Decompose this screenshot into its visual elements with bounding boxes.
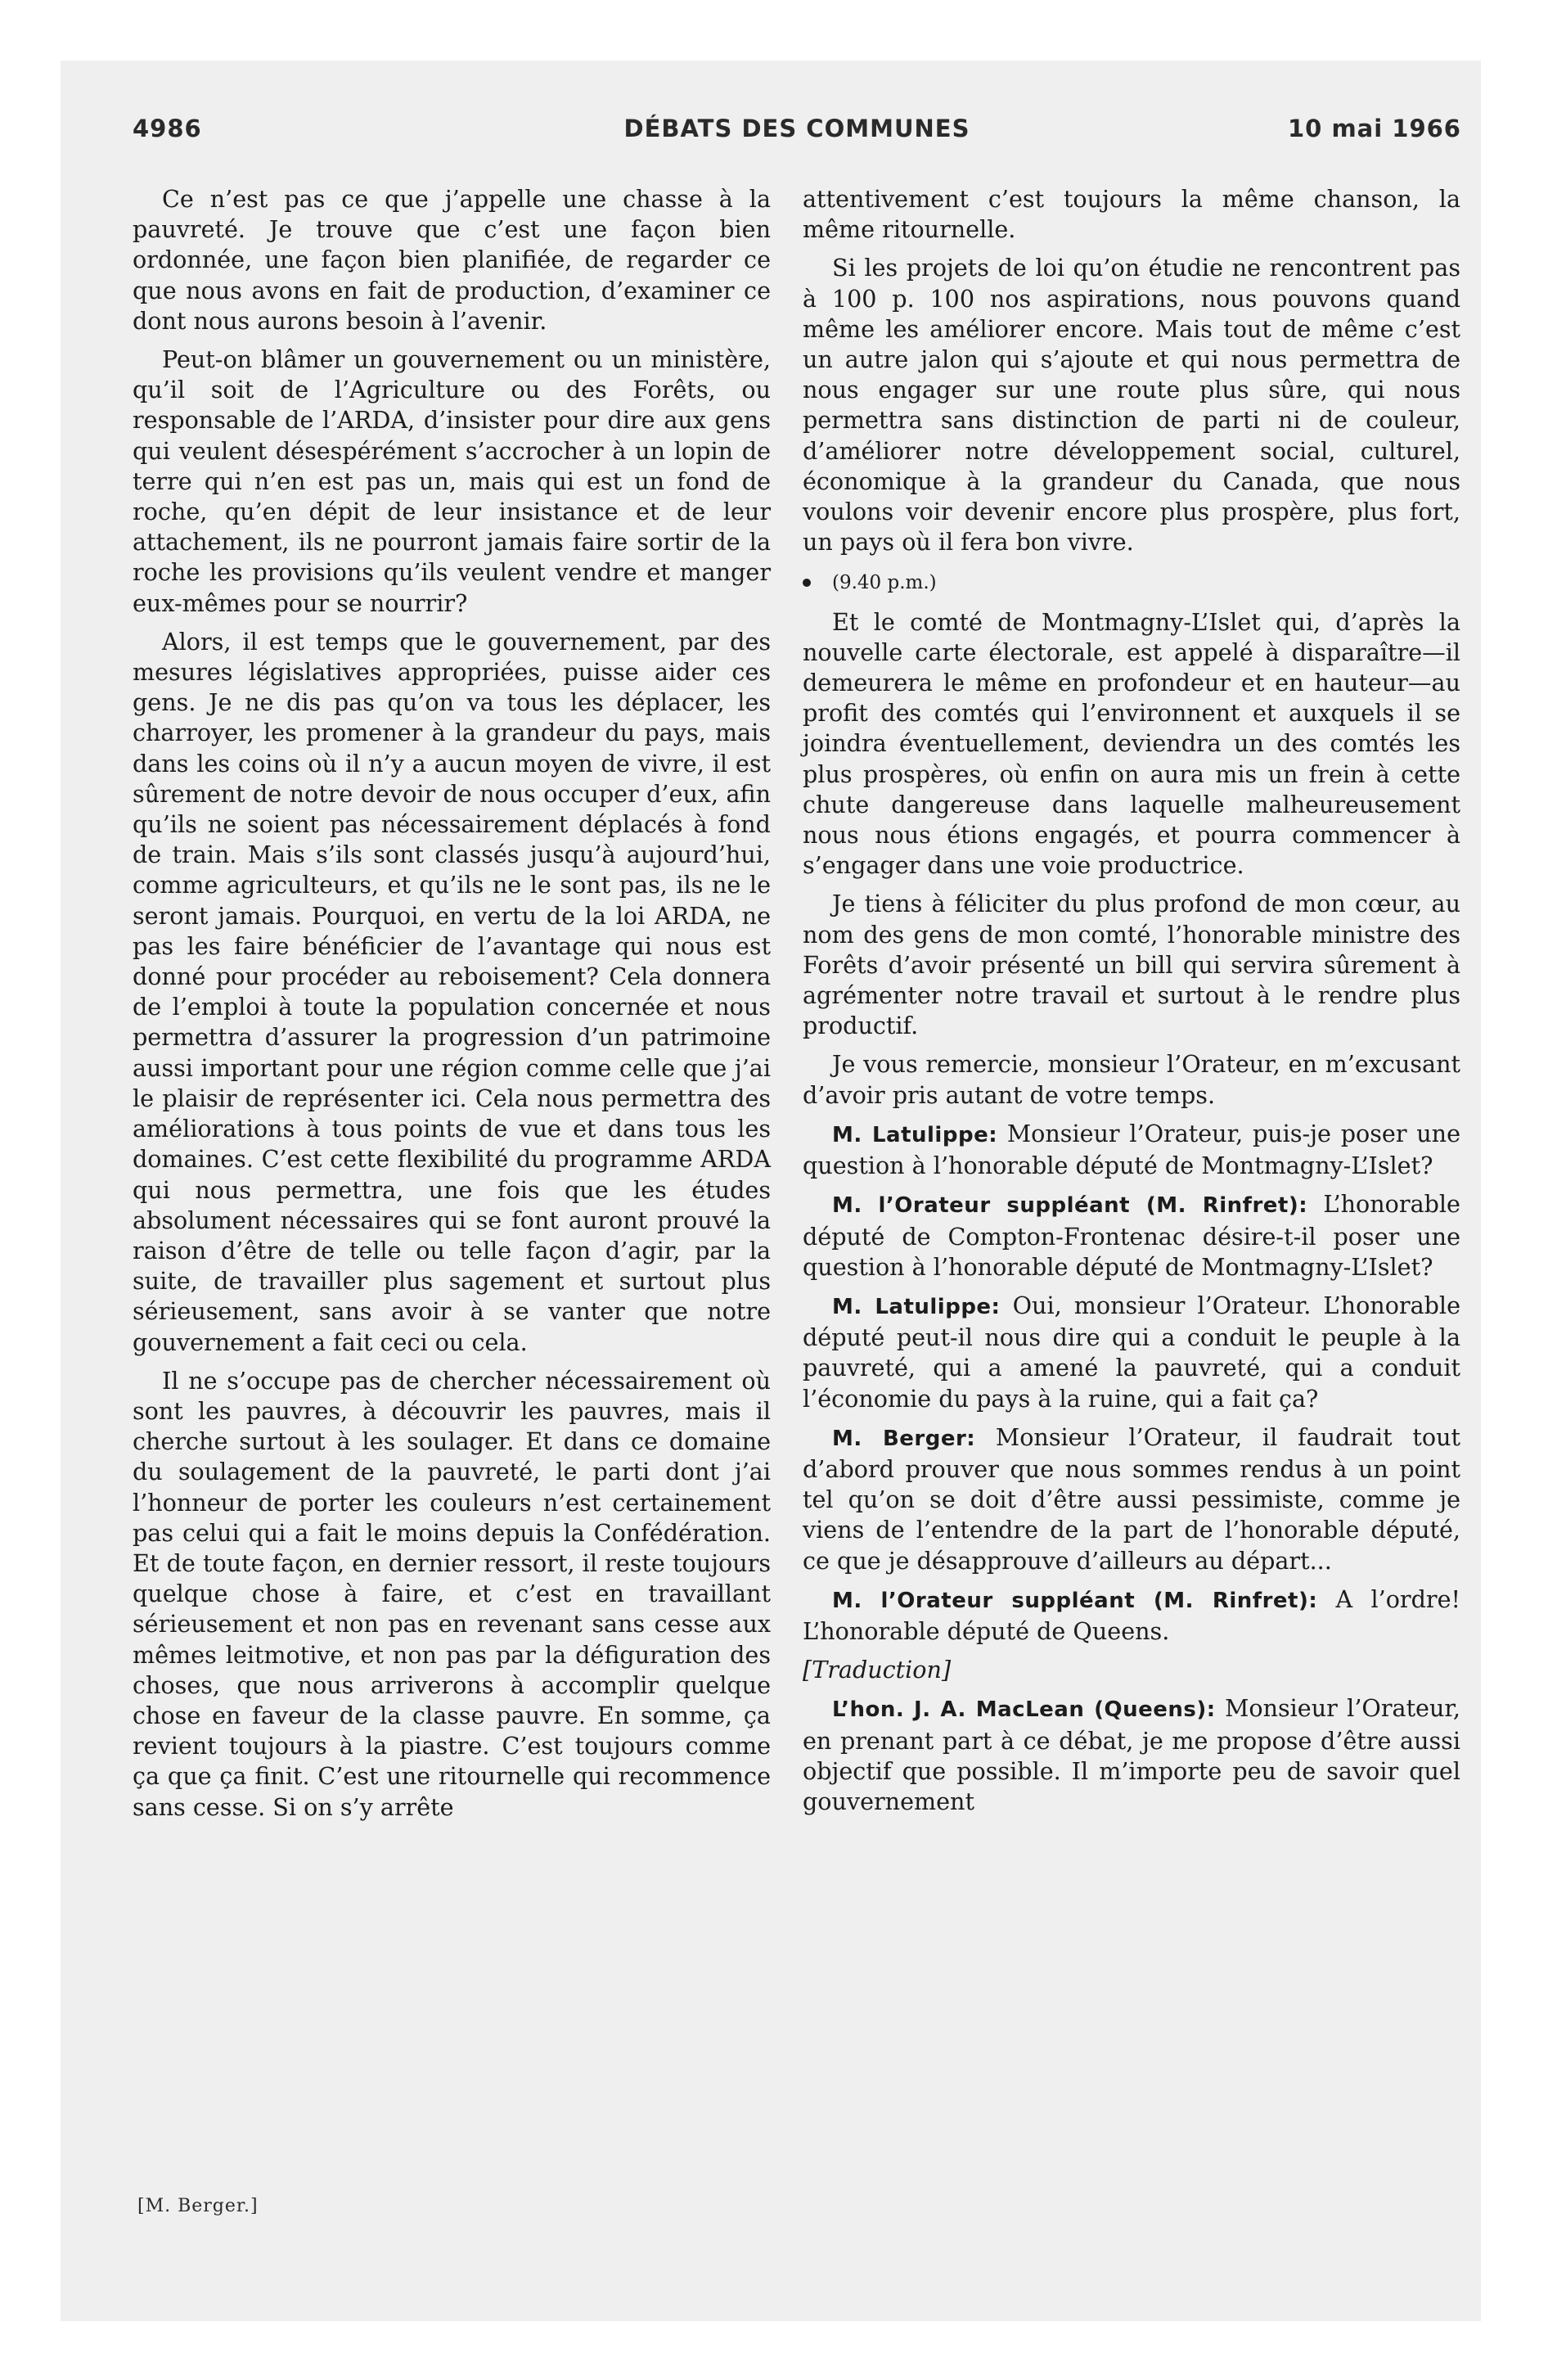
time-label: (9.40 p.m.) [832, 572, 937, 594]
paragraph: Il ne s’occupe pas de chercher nécessairement où sont les pauvres, à découvrir les pauvres, mais il cherche surtout à les soulager. Et dans ce domaine du soulagement de la pauvreté, le parti dont j’ai l’honneur de porter les couleurs n’est certainement pas celui qui a fait le moins depuis la Confédération. Et de toute façon, en dernier ressort, il reste toujours quelque chose à faire, et c’est en travaillant sérieusement et non pas en revenant sans cesse aux mêmes leitmotive, et non pas par la défiguration des choses, que nous arriverons à accomplir quelque chose en faveur de la classe pauvre. En somme, ça revient toujours à la piastre. C’est toujours comme ça que ça finit. C’est une ritournelle qui recommence sans cesse. Si on s’y arrête [133, 1366, 771, 1821]
speech [803, 1693, 1460, 1817]
paragraph: Et le comté de Montmagny-L’Islet qui, d’après la nouvelle carte électorale, est appelé à disparaître—il demeurera le même en profondeur et en hauteur—au profit des comtés qui l’environnent et auxquels il se joindra éventuellement, deviendra un des comtés les plus prospères, où enfin on aura mis un frein à cette chute dangereuse dans laquelle malheureusement nous nous étions engagés, et pourra commencer à s’engager dans une voie productrice. [803, 607, 1460, 880]
paragraph: Je tiens à féliciter du plus profond de mon cœur, au nom des gens de mon comté, l’honorable ministre des Forêts d’avoir présenté un bill qui servira sûrement à agrémenter notre travail et surtout à le rendre plus productif. [803, 890, 1460, 1040]
page-header [133, 115, 1461, 156]
page-number: 4986 [133, 115, 202, 142]
speech [803, 1584, 1460, 1647]
speaker-name: M. Latulippe: [832, 1294, 1001, 1319]
speech-text: Monsieur l’Orateur, il faudrait tout d’abord prouver que nous sommes rendus à un point tel qu’on se doit d’être aussi pessimiste, comme je viens de l’entendre de la part de l’honorable député, ce que je désapprouve d’ailleurs au départ... [803, 1422, 1460, 1575]
speech [803, 1422, 1460, 1576]
running-title: DÉBATS DES COMMUNES [623, 115, 970, 142]
paragraph: Je vous remercie, monsieur l’Orateur, en m’excusant d’avoir pris autant de votre temps. [803, 1050, 1460, 1109]
speech [803, 1291, 1460, 1414]
paragraph: Alors, il est temps que le gouvernement, par des mesures législatives appropriées, puisse aider ces gens. Je ne dis pas qu’on va tous les déplacer, les charroyer, les promener à la grandeur du pays, mais dans les coins où il n’y a aucun moyen de vivre, il est sûrement de notre devoir de nous occuper d’eux, afin qu’ils ne soient pas nécessairement déplacés à fond de train. Mais s’ils sont classés jusqu’à aujourd’hui, comme agriculteurs, et qu’ils ne le sont pas, ils ne le seront jamais. Pourquoi, en vertu de la loi ARDA, ne pas les faire bénéficier de l’avantage qui nous est donné pour procéder au reboisement? Cela donnera de l’emploi à toute la population concernée et nous permettra d’assurer la progression d’un patrimoine aussi important pour une région comme celle que j’ai le plaisir de représenter ici. Cela nous permettra des améliorations à tous points de vue et dans tous les domaines. C’est cette flexibilité du programme ARDA qui nous permettra, une fois que les études absolument nécessaires qui se font auront prouvé la raison d’être de telle ou telle façon d’agir, par la suite, de travailler plus sagement et surtout plus sérieusement, sans avoir à se vanter que notre gouvernement a fait ceci ou cela. [133, 627, 771, 1356]
paragraph: Ce n’est pas ce que j’appelle une chasse à la pauvreté. Je trouve que c’est une façon bien ordonnée, une façon bien planifiée, de regarder ce que nous avons en fait de production, d’examiner ce dont nous aurons besoin à l’avenir. [133, 185, 771, 335]
page-date: 10 mai 1966 [1288, 115, 1461, 142]
speaker-name: M. Berger: [832, 1426, 976, 1451]
speaker-name: L’hon. J. A. MacLean (Queens): [832, 1697, 1216, 1723]
speech [803, 1189, 1460, 1282]
speaker-name: M. l’Orateur suppléant (M. Rinfret): [832, 1588, 1318, 1613]
speech-text: Monsieur l’Orateur, en prenant part à ce débat, je me propose d’être aussi objectif que possible. Il m’importe peu de savoir quel gouvernement [803, 1694, 1461, 1815]
speech-text: Monsieur l’Orateur, puis-je poser une question à l’honorable député de Montmagny-L’Islet? [803, 1119, 1460, 1180]
paragraph: Peut-on blâmer un gouvernement ou un ministère, qu’il soit de l’Agriculture ou des Forêts, ou responsable de l’ARDA, d’insister pour dire aux gens qui veulent désespérément s’accrocher à un lopin de terre qui n’en est pas un, mais qui est un fond de roche, qu’en dépit de leur insistance et de leur attachement, ils ne pourront jamais faire sortir de la roche les provisions qu’ils veulent vendre et manger eux-mêmes pour se nourrir? [133, 345, 771, 617]
paragraph: Si les projets de loi qu’on étudie ne rencontrent pas à 100 p. 100 nos aspirations, nous pouvons quand même les améliorer encore. Mais tout de même c’est un autre jalon qui s’ajoute et qui nous permettra de nous engager sur une route plus sûre, qui nous permettra sans distinction de parti ni de couleur, d’améliorer notre développement social, culturel, économique à la grandeur du Canada, que nous voulons voir devenir encore plus prospère, plus fort, un pays où il fera bon vivre. [803, 254, 1460, 557]
speech-text: Oui, monsieur l’Orateur. L’honorable député peut-il nous dire qui a conduit le peuple à la pauvreté, qui a amené la pauvreté, qui a conduit l’économie du pays à la ruine, qui a fait ça? [803, 1291, 1461, 1413]
speaker-name: M. l’Orateur suppléant (M. Rinfret): [832, 1193, 1308, 1219]
translation-note: [Traduction] [803, 1656, 952, 1684]
speech-text: A l’ordre! L’honorable député de Queens. [803, 1584, 1460, 1645]
bullet-icon [803, 579, 811, 587]
left-column [133, 184, 771, 1831]
time-marker [803, 566, 1460, 598]
speaker-name: M. Latulippe: [832, 1122, 998, 1147]
right-column [803, 184, 1460, 1825]
speech-text: L’honorable député de Compton-Frontenac désire-t-il poser une question à l’honorable député de Montmagny-L’Islet? [803, 1190, 1460, 1281]
speech [803, 1119, 1460, 1181]
paragraph: attentivement c’est toujours la même chanson, la même ritournelle. [803, 185, 1460, 244]
speaker-note: [M. Berger.] [137, 2196, 259, 2216]
